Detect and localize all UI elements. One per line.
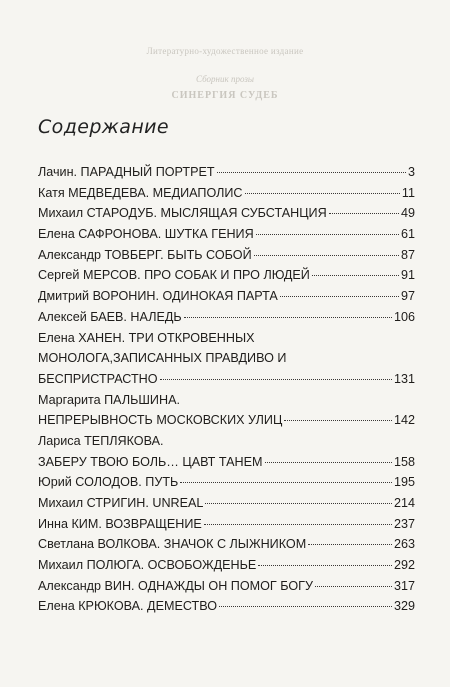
toc-entry-page: 87 — [400, 247, 415, 262]
dot-leader — [184, 317, 392, 318]
toc-entry-title: БЕСПРИСТРАСТНО — [38, 371, 158, 386]
toc-entry — [38, 369, 415, 390]
dot-leader — [245, 193, 400, 194]
toc-entry-page: 195 — [393, 475, 415, 490]
toc-entry — [38, 576, 415, 597]
toc-entry-title: Елена САФРОНОВА. ШУТКА ГЕНИЯ — [38, 227, 254, 242]
dot-leader — [265, 462, 392, 463]
toc-entry — [38, 555, 415, 576]
toc-entry-line: МОНОЛОГА,ЗАПИСАННЫХ ПРАВДИВО И — [38, 351, 287, 366]
toc-entry-title: Катя МЕДВЕДЕВА. МЕДИАПОЛИС — [38, 185, 243, 200]
show-through-book-title: СИНЕРГИЯ СУДЕБ — [171, 90, 279, 101]
toc-entry-title: Елена КРЮКОВА. ДЕМЕСТВО — [38, 599, 218, 614]
toc-entry — [38, 472, 415, 493]
toc-entry-title: Юрий СОЛОДОВ. ПУТЬ — [38, 475, 179, 490]
toc-entry-page: 106 — [393, 309, 415, 324]
toc-entry-page: 263 — [393, 537, 415, 552]
toc-entry-page: 97 — [400, 289, 415, 304]
dot-leader — [205, 503, 392, 504]
toc-entry-page: 11 — [401, 185, 415, 200]
toc-entry-title: Лачин. ПАРАДНЫЙ ПОРТРЕТ — [38, 165, 215, 179]
toc-entry-page: 131 — [393, 371, 415, 386]
dot-leader — [312, 275, 399, 276]
toc-entry-title: Александр ВИН. ОДНАЖДЫ ОН ПОМОГ БОГУ — [38, 578, 313, 593]
toc-entry-line: Лариса ТЕПЛЯКОВА. — [38, 433, 164, 448]
toc-entry — [38, 183, 415, 204]
toc-entry-title: Михаил ПОЛЮГА. ОСВОБОЖДЕНЬЕ — [38, 558, 257, 573]
dot-leader — [329, 213, 399, 214]
toc-entry-page: 237 — [393, 516, 415, 531]
toc-entry-title: Инна КИМ. ВОЗВРАЩЕНИЕ — [38, 516, 202, 531]
toc-entry-page: 158 — [393, 454, 415, 469]
toc-entry-line: Маргарита ПАЛЬШИНА. — [38, 392, 180, 407]
toc-entry-title: Светлана ВОЛКОВА. ЗНАЧОК С ЛЫЖНИКОМ — [38, 537, 307, 552]
toc-entry — [38, 265, 415, 286]
table-of-contents — [38, 162, 415, 617]
toc-entry — [38, 493, 415, 514]
show-through-subtitle: Сборник прозы — [196, 74, 254, 84]
toc-entry-page: 329 — [393, 599, 415, 614]
dot-leader — [315, 586, 392, 587]
toc-entry — [38, 203, 415, 224]
toc-entry — [38, 307, 415, 328]
toc-entry-title: Алексей БАЕВ. НАЛЕДЬ — [38, 309, 182, 324]
toc-entry — [38, 162, 415, 183]
show-through-publisher-line: Литературно-художественное издание — [146, 46, 304, 56]
contents-heading: Содержание — [38, 116, 169, 138]
toc-entry — [38, 534, 415, 555]
dot-leader — [160, 379, 392, 380]
dot-leader — [284, 420, 392, 421]
toc-entry-title: НЕПРЕРЫВНОСТЬ МОСКОВСКИХ УЛИЦ — [38, 413, 283, 428]
toc-entry-title: ЗАБЕРУ ТВОЮ БОЛЬ… ЦАВТ ТАНЕМ — [38, 454, 263, 469]
dot-leader — [217, 172, 406, 173]
toc-entry — [38, 286, 415, 307]
dot-leader — [204, 524, 392, 525]
toc-entry-page: 142 — [393, 413, 415, 428]
toc-entry — [38, 245, 415, 266]
toc-entry-title: Михаил СТРИГИН. UNREAL — [38, 496, 204, 510]
dot-leader — [308, 544, 392, 545]
dot-leader — [280, 296, 399, 297]
toc-entry — [38, 224, 415, 245]
toc-entry-title: Александр ТОВБЕРГ. БЫТЬ СОБОЙ — [38, 247, 252, 262]
dot-leader — [258, 565, 392, 566]
toc-entry-line: Елена ХАНЕН. ТРИ ОТКРОВЕННЫХ — [38, 330, 255, 345]
toc-entry-page: 91 — [400, 268, 415, 283]
toc-entry-page: 49 — [400, 206, 415, 221]
dot-leader — [219, 606, 392, 607]
toc-entry — [38, 514, 415, 535]
toc-entry — [38, 596, 415, 617]
toc-entry-title: Сергей МЕРСОВ. ПРО СОБАК И ПРО ЛЮДЕЙ — [38, 268, 310, 283]
dot-leader — [254, 255, 399, 256]
toc-entry-title: Дмитрий ВОРОНИН. ОДИНОКАЯ ПАРТА — [38, 289, 278, 304]
dot-leader — [180, 482, 392, 483]
toc-entry-title: Михаил СТАРОДУБ. МЫСЛЯЩАЯ СУБСТАНЦИЯ — [38, 206, 327, 221]
toc-entry-page: 317 — [393, 578, 415, 593]
toc-entry-page: 292 — [393, 558, 415, 573]
toc-entry — [38, 452, 415, 473]
toc-entry-page: 61 — [400, 227, 415, 242]
dot-leader — [256, 234, 399, 235]
toc-entry-page: 214 — [393, 496, 415, 510]
toc-entry — [38, 410, 415, 431]
toc-entry-page: 3 — [407, 165, 415, 179]
